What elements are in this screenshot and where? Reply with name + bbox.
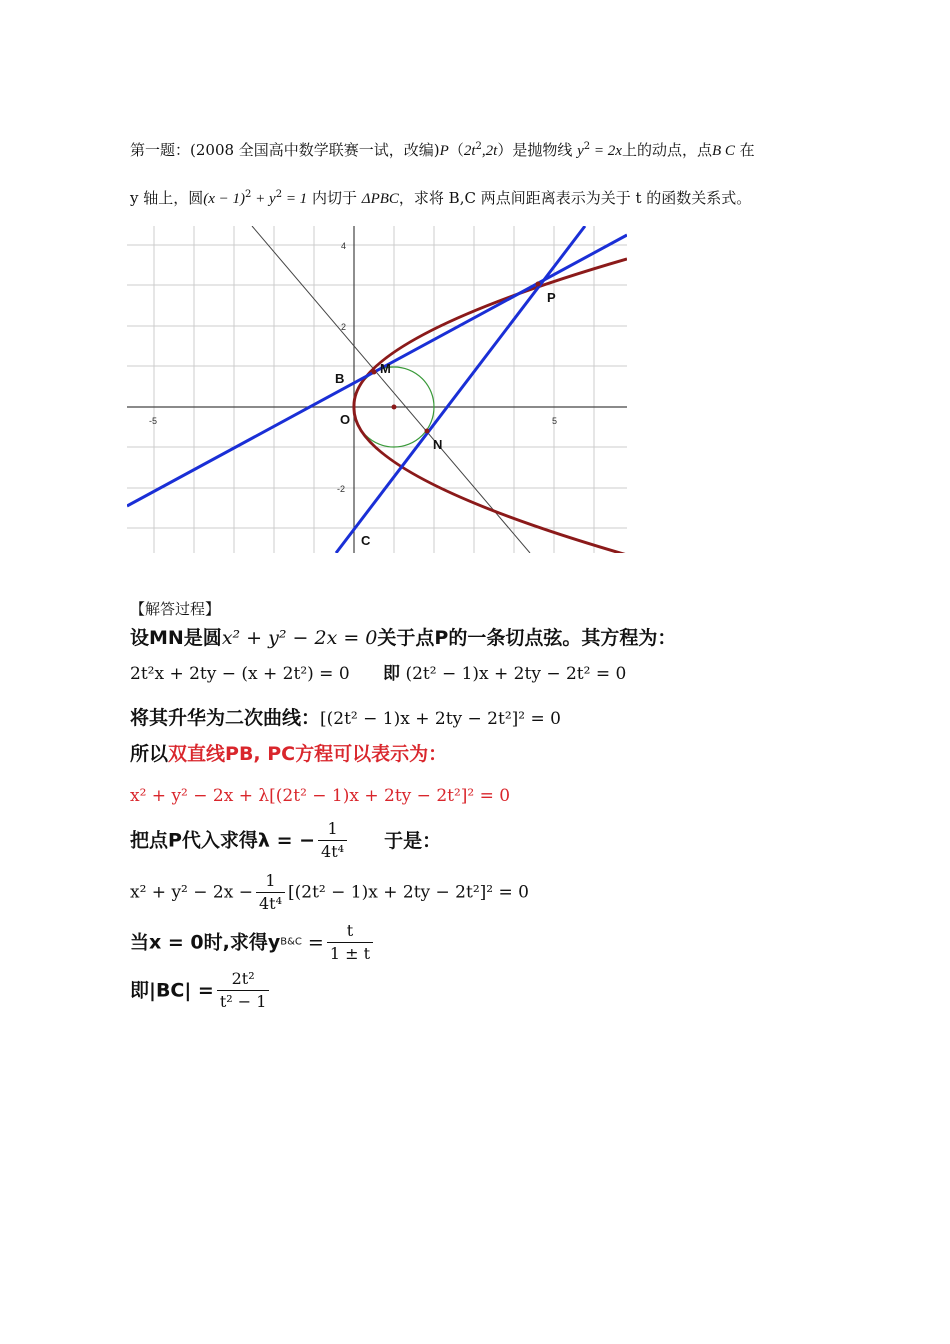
label-m: M (380, 361, 391, 376)
label-c: C (361, 533, 371, 548)
y-tick-label: 4 (341, 241, 347, 251)
problem-prefix: 第一题：(2008 全国高中数学联赛一试，改编) (130, 141, 440, 159)
problem-line-1: 第一题：(2008 全国高中数学联赛一试，改编)$P(2t^2,2t)$是抛物线 $y^2 = 2x$上的动点，点B C 在 (130, 141, 755, 159)
label-p: P (547, 290, 556, 305)
y-fraction: $\frac{t}{1 \pm t}$ (327, 920, 373, 965)
tangent-line-pb (127, 235, 627, 506)
circle-eq-a: (x − 1) (203, 191, 246, 207)
solution-header: 【解答过程】 (130, 600, 221, 618)
y-axis-text: y 轴上，圆 (130, 189, 204, 207)
solution-line-4: 所以双直线PB, PC方程可以表示为： (130, 743, 448, 765)
solution-line-1: 设MN是圆x² + y² − 2x = 0关于点P的一条切点弦。其方程为： (130, 627, 677, 649)
geometry-figure (127, 226, 627, 553)
circle-eq-b: + y (251, 191, 276, 207)
label-n: N (433, 437, 443, 452)
point-p-label: P (439, 143, 449, 159)
p-coord-b: ,2t (481, 143, 498, 159)
label-b: B (335, 371, 345, 386)
parabola-rhs: = 2x (590, 143, 622, 159)
figure-svg (127, 226, 627, 553)
circle-center-dot (392, 405, 397, 410)
point-m-dot (372, 370, 377, 375)
solution-line-9: 即|BC| = $\frac{\text{2t²}}{\text{t² − 1}}$ (130, 968, 272, 1013)
solution-line-3: 将其升华为二次曲线：[(2t² − 1)x + 2ty − 2t²]² = 0 (130, 707, 561, 729)
chord-line-mn (252, 226, 530, 553)
point-p-dot (536, 282, 541, 287)
dynamic-point-text: 上的动点，点 (621, 141, 712, 159)
triangle-pbc: ΔPBC (361, 191, 399, 207)
coef-fraction: $\frac{1}{\text{4t⁴}}$ (256, 870, 285, 915)
label-o: O (340, 412, 351, 427)
bc-fraction: $\frac{\text{2t²}}{\text{t² − 1}}$ (217, 968, 270, 1013)
moving-point-text: 是抛物线 (512, 141, 573, 159)
problem-line-2: y 轴上，圆$(x - 1)^2 + y^2 = 1$ 内切于 ΔPBC，求将 B,C 两点间距离表示为关于 t 的函数关系式。 (130, 189, 752, 207)
solution-line-6: 把点P代入求得λ = − $\frac{1}{\text{4t⁴}}$ 于是： (130, 819, 442, 861)
solution-line-7: x² + y² − 2x − $\frac{1}{\text{4t⁴}}$ [(2t² − 1)x + 2ty − 2t²]² = 0 (130, 871, 529, 913)
ask-text: ，求将 B,C 两点间距离表示为关于 t 的函数关系式。 (398, 189, 752, 207)
points-bc: B C (711, 143, 735, 159)
inscribed-text: 内切于 (311, 189, 357, 207)
solution-line-8: 当x = 0时,求得yB&C = $\frac{t}{1 \pm t}$ (130, 920, 376, 965)
lambda-fraction: $\frac{1}{\text{4t⁴}}$ (318, 818, 347, 863)
solution-line-2: 2t²x + 2ty − (x + 2t²) = 0 即 (2t² − 1)x + 2ty − 2t² = 0 (130, 664, 627, 684)
x-tick-label: 5 (552, 416, 558, 426)
tangent-line-pc (336, 226, 585, 553)
y-tick-label: -2 (337, 484, 346, 494)
parabola-lhs: y (577, 143, 584, 159)
circle-eq-c: = 1 (282, 191, 308, 207)
y-tick-label: 2 (341, 322, 347, 332)
solution-line-5: x² + y² − 2x + λ[(2t² − 1)x + 2ty − 2t²]² = 0 (130, 786, 511, 806)
point-n-dot (425, 429, 430, 434)
x-tick-label: -5 (149, 416, 158, 426)
p-coord-a: 2t (463, 143, 476, 159)
